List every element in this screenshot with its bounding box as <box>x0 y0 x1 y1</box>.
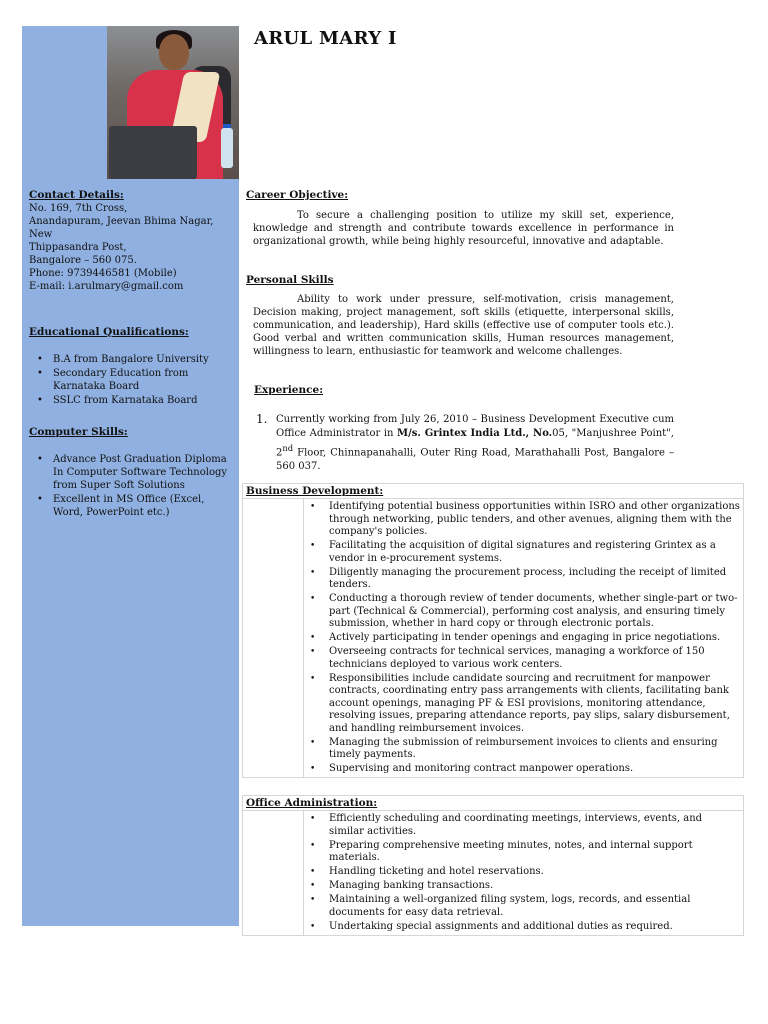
business-development-row <box>243 499 743 777</box>
personal-skills-text <box>253 293 674 358</box>
experience-number: 1. <box>256 412 268 426</box>
profile-photo <box>107 26 239 179</box>
career-objective-heading: Career Objective: <box>246 189 349 201</box>
list-item: • Managing the submission of reimbursement invoices to clients and ensuring timely payments. <box>304 737 740 762</box>
career-objective-body: To secure a challenging position to utilize my skill set, experience, knowledge and strength and contribute towards excellence in performance in organizational growth, while being highly resourceful, innovative and adaptable. <box>253 210 674 247</box>
experience-address-a: 05, "Manjushree Point", 2 <box>276 428 674 459</box>
list-item: • Secondary Education from Karnataka Board <box>29 367 219 393</box>
list-item: • Responsibilities include candidate sourcing and recruitment for manpower contracts, coordinating entry pass arrangements with clients, facilitating bank account openings, managing PF & ESI provisions, monitoring attendance, resolving issues, preparing attendance reports, pay slips, salary disbursement, and handling reimbursement invoices. <box>304 673 740 736</box>
contact-phone: Phone: 9739446581 (Mobile) <box>29 268 177 279</box>
list-item: • Identifying potential business opportunities within ISRO and other organizations through networking, public tenders, and other avenues, aligning them with the company's policies. <box>304 501 740 539</box>
business-development-heading: Business Development: <box>243 484 743 499</box>
photo-bottle <box>221 128 233 168</box>
list-item: • Preparing comprehensive meeting minutes, notes, and internal support materials. <box>304 840 740 865</box>
experience-heading: Experience: <box>254 384 324 396</box>
list-item: • Managing banking transactions. <box>304 880 740 893</box>
contact-line: Thippasandra Post, <box>29 242 127 253</box>
computer-skills-list <box>29 453 233 520</box>
list-item: • Handling ticketing and hotel reservations. <box>304 866 740 879</box>
list-item: • Advance Post Graduation Diploma In Computer Software Technology from Super Soft Solutions <box>29 453 233 492</box>
contact-email: E-mail: i.arulmary@gmail.com <box>29 281 184 292</box>
personal-skills-body: Ability to work under pressure, self-motivation, crisis management, Decision making, project management, soft skills (etiquette, interpersonal skills, communication, and leadership), Hard skills (effective use of computer tools etc.). Good verbal and written communication skills, Human resources management, willingness to learn, enthusiastic for teamwork and welcome challenges. <box>253 294 674 357</box>
list-item: • Efficiently scheduling and coordinating meetings, interviews, events, and similar activities. <box>304 813 740 838</box>
contact-section <box>29 189 237 293</box>
list-item: • Conducting a thorough review of tender documents, whether single-part or two-part (Technical & Commercial), performing cost analysis, and ensuring timely submission, whether in hard copy or through electronic portals. <box>304 593 740 631</box>
list-item: • Excellent in MS Office (Excel, Word, PowerPoint etc.) <box>29 493 233 519</box>
photo-face <box>159 34 189 70</box>
experience-intro: Currently working from July 26, 2010 – Business Development Executive cum Office Administrator in <box>276 414 674 439</box>
list-item: • Actively participating in tender openings and engaging in price negotiations. <box>304 632 740 645</box>
computer-skills-heading: Computer Skills: <box>29 426 128 438</box>
list-item: • SSLC from Karnataka Board <box>29 394 219 407</box>
list-item: • Diligently managing the procurement process, including the receipt of limited tenders. <box>304 567 740 592</box>
contact-line: Bangalore – 560 075. <box>29 255 137 266</box>
office-administration-list <box>304 811 740 935</box>
contact-line: No. 169, 7th Cross, <box>29 203 128 214</box>
business-development-table <box>242 483 744 778</box>
table-spacer-cell <box>243 499 304 777</box>
office-administration-table <box>242 795 744 936</box>
education-list <box>29 353 219 408</box>
table-spacer-cell <box>243 811 304 935</box>
candidate-name: ARUL MARY I <box>254 28 397 49</box>
experience-text <box>276 413 674 474</box>
photo-laptop <box>109 126 197 179</box>
experience-floor-sup: nd <box>282 443 294 453</box>
list-item: • Maintaining a well-organized filing system, logs, records, and essential documents for easy data retrieval. <box>304 894 740 919</box>
experience-company: M/s. Grintex India Ltd., No. <box>397 428 553 439</box>
office-administration-heading: Office Administration: <box>243 796 743 811</box>
contact-heading: Contact Details: <box>29 189 124 201</box>
list-item: • Overseeing contracts for technical services, managing a workforce of 150 technicians deployed to various work centers. <box>304 646 740 671</box>
office-administration-row <box>243 811 743 935</box>
education-heading: Educational Qualifications: <box>29 326 189 338</box>
personal-skills-heading: Personal Skills <box>246 274 334 286</box>
list-item: • B.A from Bangalore University <box>29 353 219 366</box>
contact-line: Anandapuram, Jeevan Bhima Nagar, New <box>29 216 214 240</box>
list-item: • Supervising and monitoring contract manpower operations. <box>304 763 740 776</box>
experience-address-b: Floor, Chinnapanahalli, Outer Ring Road, Marathahalli Post, Bangalore – 560 037. <box>276 447 674 473</box>
business-development-list <box>304 499 740 777</box>
career-objective-text <box>253 209 674 248</box>
list-item: • Facilitating the acquisition of digital signatures and registering Grintex as a vendor in e-procurement systems. <box>304 540 740 565</box>
list-item: • Undertaking special assignments and additional duties as required. <box>304 921 740 934</box>
